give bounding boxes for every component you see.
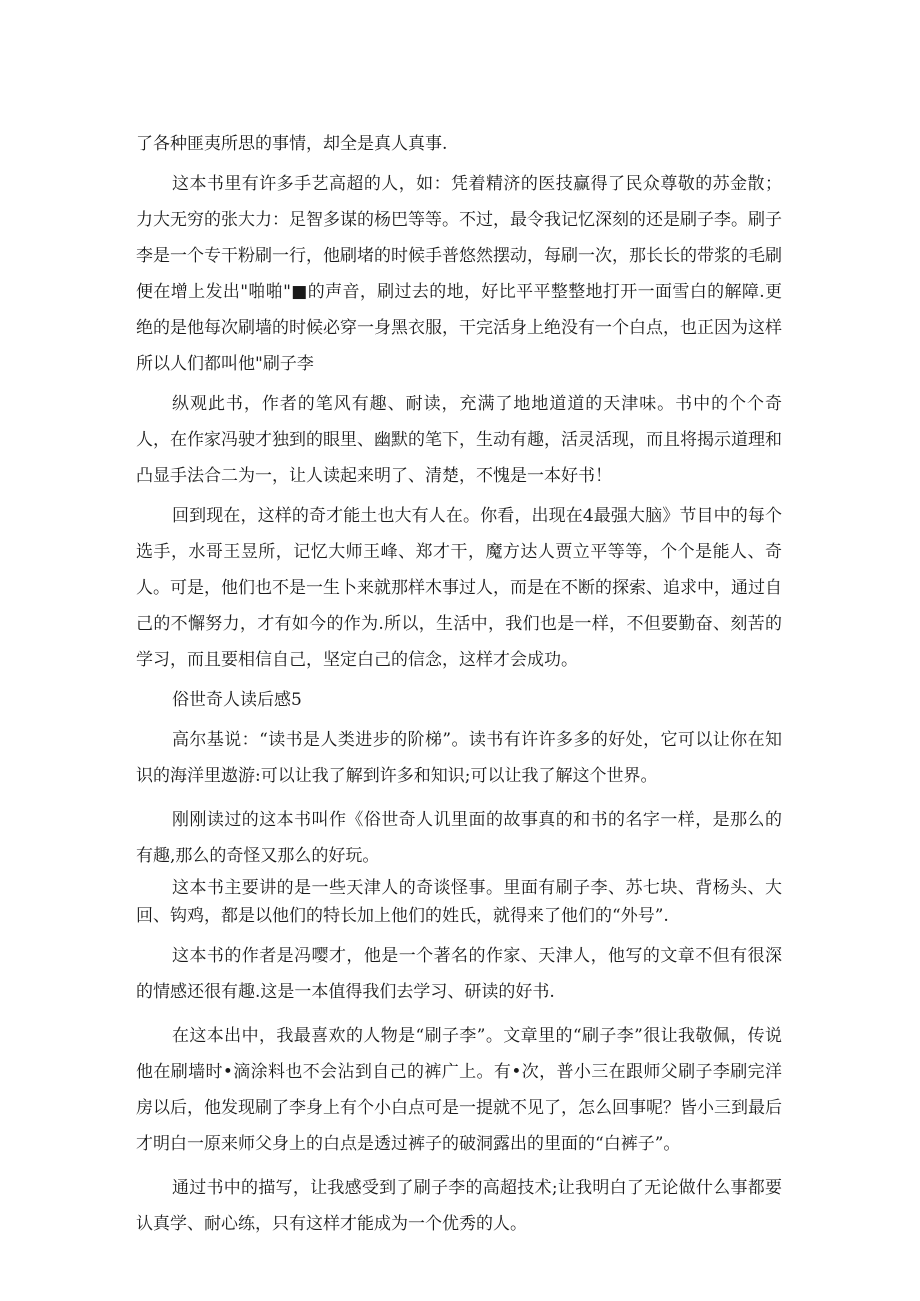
paragraph-skilled-people: 这本书里有许多手艺高超的人，如：凭着精济的医技赢得了民众尊敬的苏金散；力大无穷的张大力：足智多谋的杨巴等等。不过，最令我记忆深刻的还是刷子李。刷子李是一个专干粉刷一行，他刷堵的时候手普悠然摆动，每刷一次，那长长的带浆的毛刷便在增上发出"啪啪"■的声音，刷过去的地，好比平平整整地打开一面雪白的解障.更绝的是他每次刷墙的时候必穿一身黑衣服，干完活身上绝没有一个白点，也正因为这样所以人们都叫他"刷子李 bbox=[136, 174, 782, 374]
paragraph-book-content: 这本书主要讲的是一些天津人的奇谈怪事。里面有刷子李、苏七块、背杨头、大回、钩鸡，都是以他们的特长加上他们的姓氏，就得来了他们的“外号”. bbox=[136, 878, 782, 926]
paragraph-continuation: 了各种匪夷所思的事情，却全是真人真事. bbox=[136, 134, 448, 154]
paragraph-modern-talents: 回到现在，这样的奇才能土也大有人在。你看，出现在4最强大脑》节目中的每个选手，水哥王昱所，记忆大师王峰、郑才干，魔方达人贾立平等等，个个是能人、奇人。可是，他们也不是一生卜来就那样木事过人，而是在不断的探索、追求中，通过自己的不懈努力，才有如今的作为.所以，生活中，我们也是一样，不但要勤奋、刻苦的学习，而且要相信自己，坚定白己的信念，这样才会成功。 bbox=[136, 506, 782, 670]
paragraph-conclusion: 通过书中的描写，让我感受到了刷子李的高超技术;让我明白了无论做什么事都要认真学、耐心练，只有这样才能成为一个优秀的人。 bbox=[136, 1178, 782, 1234]
paragraph-overview: 纵观此书，作者的笔风有趣、耐读，充满了地地道道的天津味。书中的个个奇人，在作家冯驶才独到的眼里、幽默的笔下，生动有趣，活灵活现，而且将揭示道理和凸显手法合二为一，让人读起来明了、清楚，不愧是一本好书！ bbox=[136, 394, 782, 486]
paragraph-favorite-character: 在这本出中，我最喜欢的人物是“刷子李”。文章里的“刷子李”很让我敬佩，传说他在刷墙时•滴涂料也不会沾到自己的裤广上。有•次，普小三在跟师父刷子李刷完洋房以后，他发现刷了李身上有个小白点可是一提就不见了，怎么回事呢？皆小三到最后才明白一原来师父身上的白点是透过裤子的破洞露出的里面的“白裤子”。 bbox=[136, 1026, 782, 1154]
paragraph-book-title: 刚刚读过的这本书叫作《俗世奇人讥里面的故事真的和书的名字一样，是那么的有趣,那么的奇怪又那么的好玩。 bbox=[136, 810, 782, 866]
paragraph-gorky-quote: 高尔基说：“读书是人类进步的阶梯”。读书有许许多多的好处，它可以让你在知识的海洋里遨游:可以让我了解到许多和知识;可以让我了解这个世界。 bbox=[136, 730, 782, 786]
paragraph-author: 这本书的作者是冯嘤才，他是一个著名的作家、天津人，他写的文章不但有很深的情感还很有趣.这是一本值得我们去学习、研读的好书. bbox=[136, 946, 782, 1002]
essay-heading: 俗世奇人读后感5 bbox=[172, 690, 302, 710]
document-body bbox=[136, 126, 782, 1242]
